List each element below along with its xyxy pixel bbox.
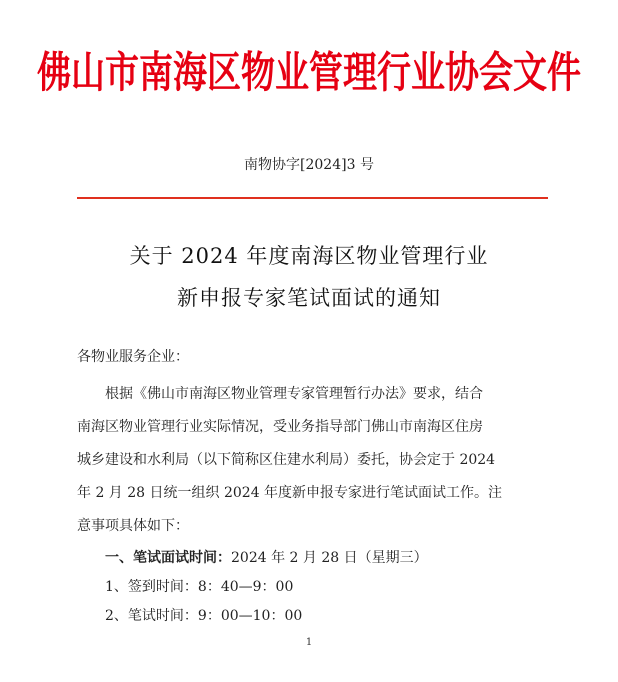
org-red-header: 佛山市南海区物业管理行业协会文件 <box>37 48 581 98</box>
section-1-item-checkin: 1、签到时间：8：40—9：00 <box>105 579 294 595</box>
red-divider-line <box>77 197 548 199</box>
section-1-item-exam: 2、笔试时间：9：00—10：00 <box>105 608 303 624</box>
section-1-heading: 一、笔试面试时间： <box>105 550 231 566</box>
page-number: 1 <box>305 637 313 648</box>
section-1-time <box>105 547 428 567</box>
section-1-value: 2024 年 2 月 28 日（星期三） <box>231 550 428 566</box>
body-line-5: 意事项具体如下： <box>77 518 189 534</box>
body-line-1: 根据《佛山市南海区物业管理专家管理暂行办法》要求，结合 <box>105 386 483 402</box>
document-number: 南物协字[2024]3 号 <box>244 157 374 173</box>
body-line-3: 城乡建设和水利局（以下简称区住建水利局）委托，协会定于 2024 <box>77 452 496 468</box>
salutation: 各物业服务企业： <box>77 349 189 365</box>
body-line-2: 南海区物业管理行业实际情况，受业务指导部门佛山市南海区住房 <box>77 419 483 435</box>
notice-title-line-2: 新申报专家笔试面试的通知 <box>177 286 441 310</box>
notice-title-line-1: 关于 2024 年度南海区物业管理行业 <box>129 244 489 268</box>
body-line-4: 年 2 月 28 日统一组织 2024 年度新申报专家进行笔试面试工作。注 <box>77 485 503 501</box>
